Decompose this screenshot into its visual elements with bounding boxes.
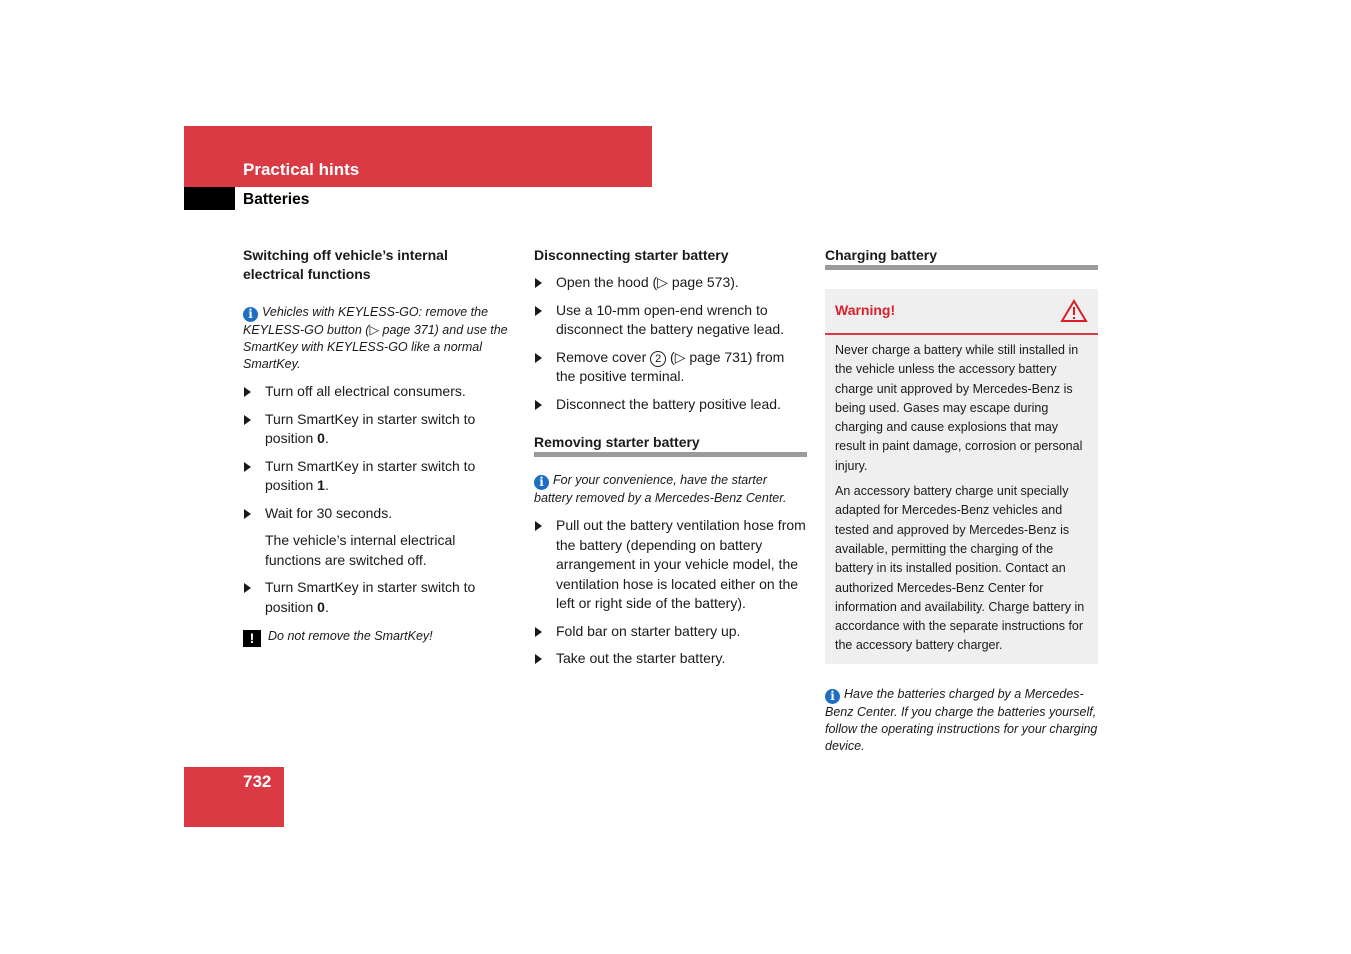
subsection-title: Batteries xyxy=(243,191,310,208)
step-take-out: Take out the starter battery. xyxy=(534,649,807,669)
exclamation-icon: ! xyxy=(243,630,261,647)
callout-number: 2 xyxy=(650,351,666,367)
heading-switching-off: Switching off vehicle’s internal electrical functions xyxy=(243,247,448,282)
step-position-0: Turn SmartKey in starter switch to position 0. xyxy=(243,410,513,449)
section-tab-marker xyxy=(184,187,235,210)
step-position-0-again: Turn SmartKey in starter switch to position 0. xyxy=(243,578,513,617)
warning-paragraph-2: An accessory battery charge unit specially adapted for Mercedes-Benz vehicles and tested and approved by Mercedes-Benz is available, permitting the charging of the battery in its installed position. Contact an authorized Mercedes-Benz Center for information and availability. Charge battery in accordance with the separate instructions for the accessory battery charger. xyxy=(835,484,1085,653)
bullet-triangle-icon xyxy=(535,278,542,288)
page-number: 732 xyxy=(243,772,272,791)
step-ventilation-hose: Pull out the battery ventilation hose from the battery (depending on battery arrangement in your vehicle model, the ventilation hose is located either on the left or right side of the battery). xyxy=(534,516,807,614)
bullet-triangle-icon xyxy=(535,654,542,664)
column-switching-off xyxy=(243,246,513,647)
warning-triangle-icon xyxy=(1060,299,1088,323)
step-positive-lead: Disconnect the battery positive lead. xyxy=(534,395,807,415)
bullet-triangle-icon xyxy=(535,353,542,363)
step-remove-cover: Remove cover 2 (▷ page 731) from the positive terminal. xyxy=(534,348,807,387)
bullet-triangle-icon xyxy=(535,521,542,531)
bullet-triangle-icon xyxy=(535,306,542,316)
step-open-hood: Open the hood (▷ page 573). xyxy=(534,273,807,293)
heading-removing: Removing starter battery xyxy=(534,433,807,457)
column-disconnecting xyxy=(534,246,807,669)
bullet-triangle-icon xyxy=(244,509,251,519)
heading-charging: Charging battery xyxy=(825,246,1098,270)
caution-note: ! Do not remove the SmartKey! xyxy=(243,628,513,647)
info-icon: i xyxy=(825,689,840,704)
info-icon: i xyxy=(243,307,258,322)
info-note-removal: i For your convenience, have the starter battery removed by a Mercedes-Benz Center. xyxy=(534,473,787,505)
bullet-triangle-icon xyxy=(244,387,251,397)
step-wait: Wait for 30 seconds. xyxy=(243,504,513,524)
warning-paragraph-1: Never charge a battery while still installed in the vehicle unless the accessory battery charge unit approved by Mercedes-Benz is being used. Gases may escape during charging and cause explosions that may result in paint damage, corrosion or personal injury. xyxy=(835,343,1083,473)
warning-header xyxy=(825,289,1098,335)
step-turn-off-consumers: Turn off all electrical consumers. xyxy=(243,382,513,402)
bullet-triangle-icon xyxy=(244,415,251,425)
heading-disconnecting: Disconnecting starter battery xyxy=(534,247,729,263)
step-fold-bar: Fold bar on starter battery up. xyxy=(534,622,807,642)
info-note-keyless-go: i Vehicles with KEYLESS-GO: remove the KEYLESS-GO button (▷ page 371) and use the SmartKey with KEYLESS-GO like a normal SmartKey. xyxy=(243,305,508,371)
info-icon: i xyxy=(534,475,549,490)
warning-title: Warning! xyxy=(835,302,896,319)
step-result: The vehicle’s internal electrical functions are switched off. xyxy=(265,532,456,568)
step-negative-lead: Use a 10-mm open-end wrench to disconnect the battery negative lead. xyxy=(534,301,807,340)
warning-body xyxy=(825,335,1098,664)
step-position-1: Turn SmartKey in starter switch to position 1. xyxy=(243,457,513,496)
bullet-triangle-icon xyxy=(244,583,251,593)
warning-box xyxy=(825,289,1098,664)
column-charging xyxy=(825,246,1098,755)
bullet-triangle-icon xyxy=(535,400,542,410)
section-title: Practical hints xyxy=(243,160,360,179)
bullet-triangle-icon xyxy=(244,462,251,472)
bullet-triangle-icon xyxy=(535,627,542,637)
info-note-charging: i Have the batteries charged by a Mercedes-Benz Center. If you charge the batteries yourself, follow the operating instructions for your charging device. xyxy=(825,686,1098,753)
